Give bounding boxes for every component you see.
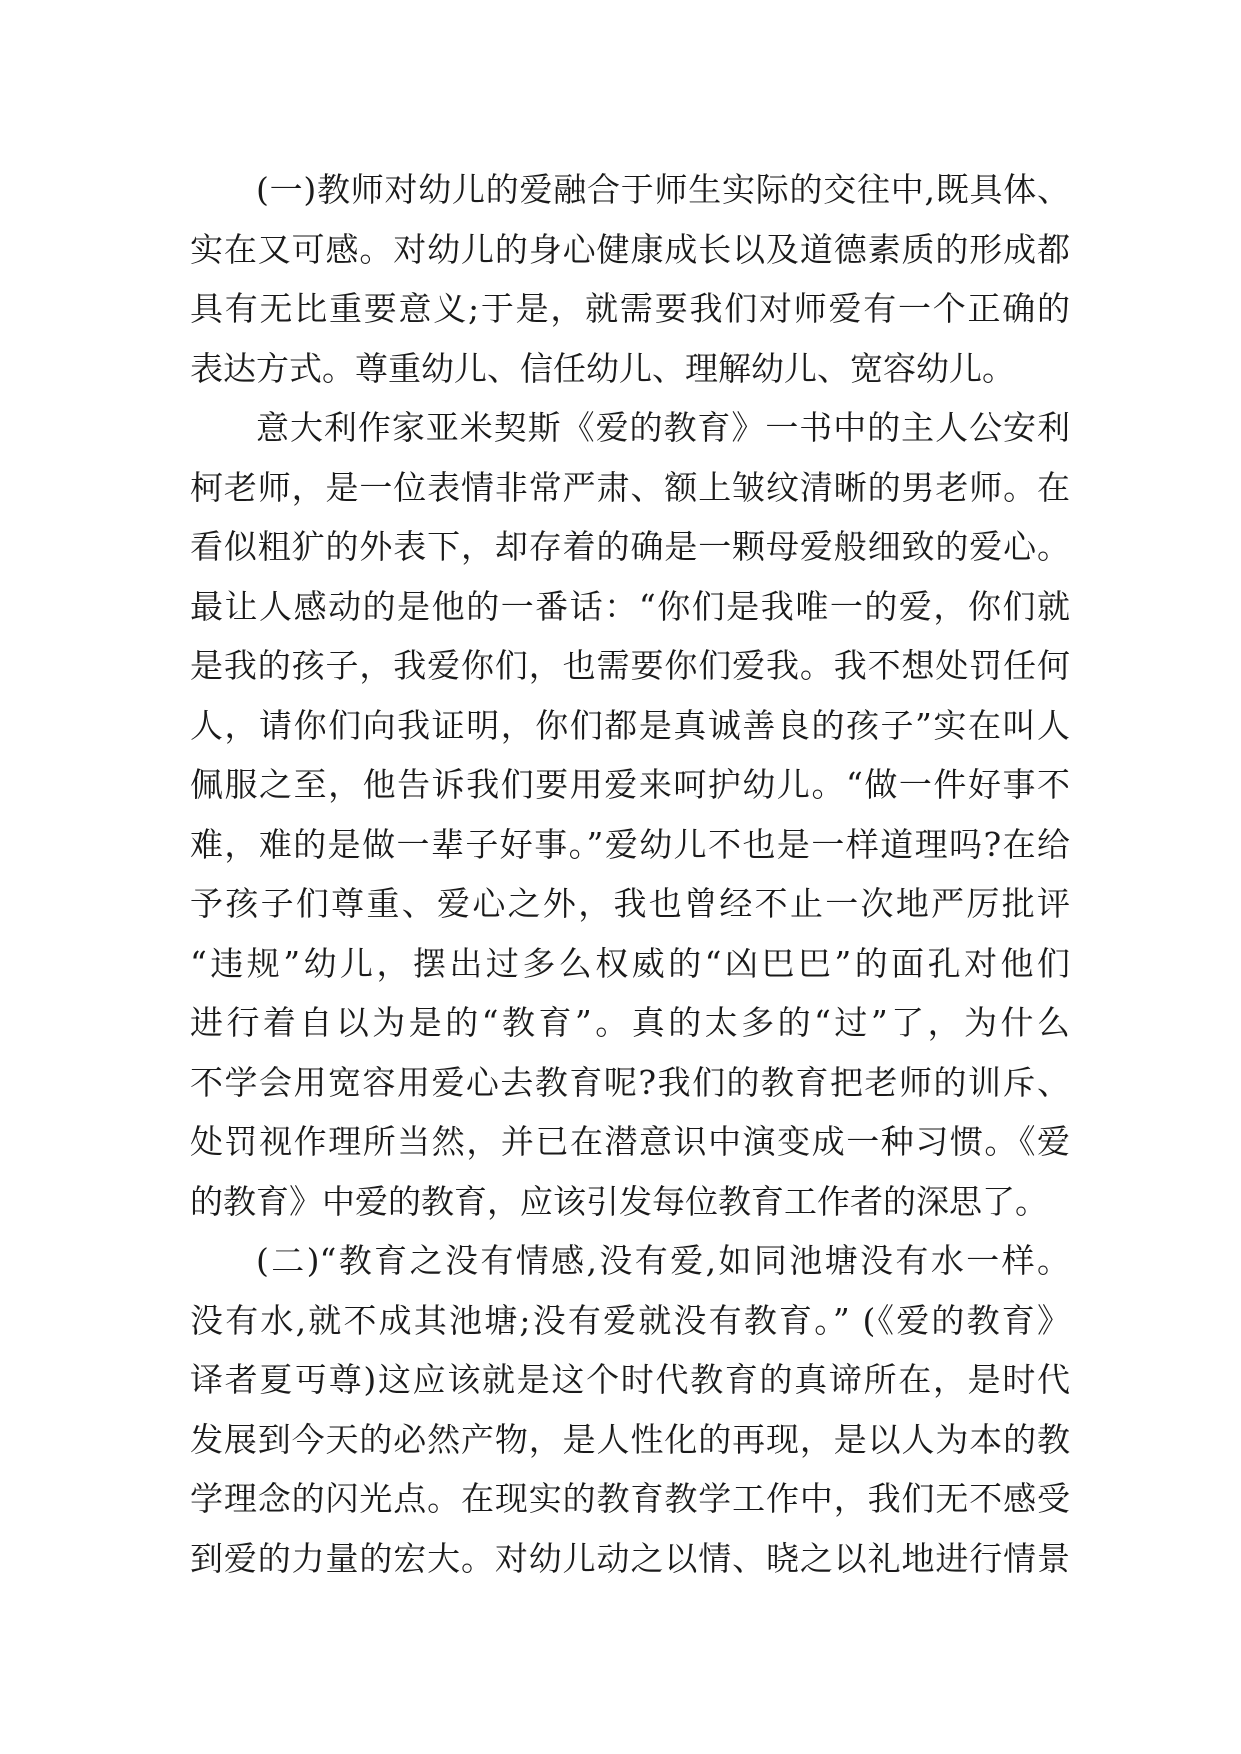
text-line: (一)教师对幼儿的爱融合于师生实际的交往中,既具体、 <box>256 170 1070 209</box>
text-line: 处罚视作理所当然，并已在潜意识中演变成一种习惯。《爱 <box>190 1122 1070 1161</box>
paragraph-3 <box>190 1231 1070 1588</box>
text-line: 不学会用宽容用爱心去教育呢?我们的教育把老师的训斥、 <box>190 1062 1070 1102</box>
text-line: 到爱的力量的宏大。对幼儿动之以情、晓之以礼地进行情景 <box>190 1538 1070 1578</box>
text-line: 发展到今天的必然产物，是人性化的再现，是以人为本的教 <box>190 1419 1070 1459</box>
paragraph-2 <box>190 398 1070 1231</box>
text-line: 没有水,就不成其池塘;没有爱就没有教育。” (《爱的教育》 <box>190 1300 1070 1340</box>
text-line: 具有无比重要意义;于是，就需要我们对师爱有一个正确的 <box>190 289 1070 328</box>
text-line: 最让人感动的是他的一番话：“你们是我唯一的爱，你们就 <box>190 586 1070 626</box>
text-line: 意大利作家亚米契斯《爱的教育》一书中的主人公安利 <box>256 408 1070 447</box>
text-line: 人，请你们向我证明，你们都是真诚善良的孩子”实在叫人 <box>190 705 1070 745</box>
text-line: 难，难的是做一辈子好事。”爱幼儿不也是一样道理吗?在给 <box>190 824 1070 864</box>
text-line: 予孩子们尊重、爱心之外，我也曾经不止一次地严厉批评 <box>190 884 1070 923</box>
text-line: 进行着自以为是的“教育”。真的太多的“过”了，为什么 <box>190 1003 1070 1042</box>
text-line: 学理念的闪光点。在现实的教育教学工作中，我们无不感受 <box>190 1479 1070 1518</box>
text-line: 实在又可感。对幼儿的身心健康成长以及道德素质的形成都 <box>190 229 1070 269</box>
text-line: 佩服之至，他告诉我们要用爱来呵护幼儿。“做一件好事不 <box>190 765 1070 804</box>
text-line: (二)“教育之没有情感,没有爱,如同池塘没有水一样。 <box>256 1241 1070 1280</box>
text-line: 看似粗犷的外表下，却存着的确是一颗母爱般细致的爱心。 <box>190 527 1070 566</box>
text-line: “违规”幼儿，摆出过多么权威的“凶巴巴”的面孔对他们 <box>190 943 1070 983</box>
text-line: 的教育》中爱的教育，应该引发每位教育工作者的深思了。 <box>190 1181 1048 1221</box>
body-text <box>190 160 1070 1588</box>
text-line: 译者夏丏尊)这应该就是这个时代教育的真谛所在，是时代 <box>190 1360 1070 1399</box>
text-line: 是我的孩子，我爱你们，也需要你们爱我。我不想处罚任何 <box>190 646 1070 685</box>
paragraph-1 <box>190 160 1070 398</box>
text-line: 表达方式。尊重幼儿、信任幼儿、理解幼儿、宽容幼儿。 <box>190 348 1015 388</box>
text-line: 柯老师，是一位表情非常严肃、额上皱纹清晰的男老师。在 <box>190 467 1070 507</box>
